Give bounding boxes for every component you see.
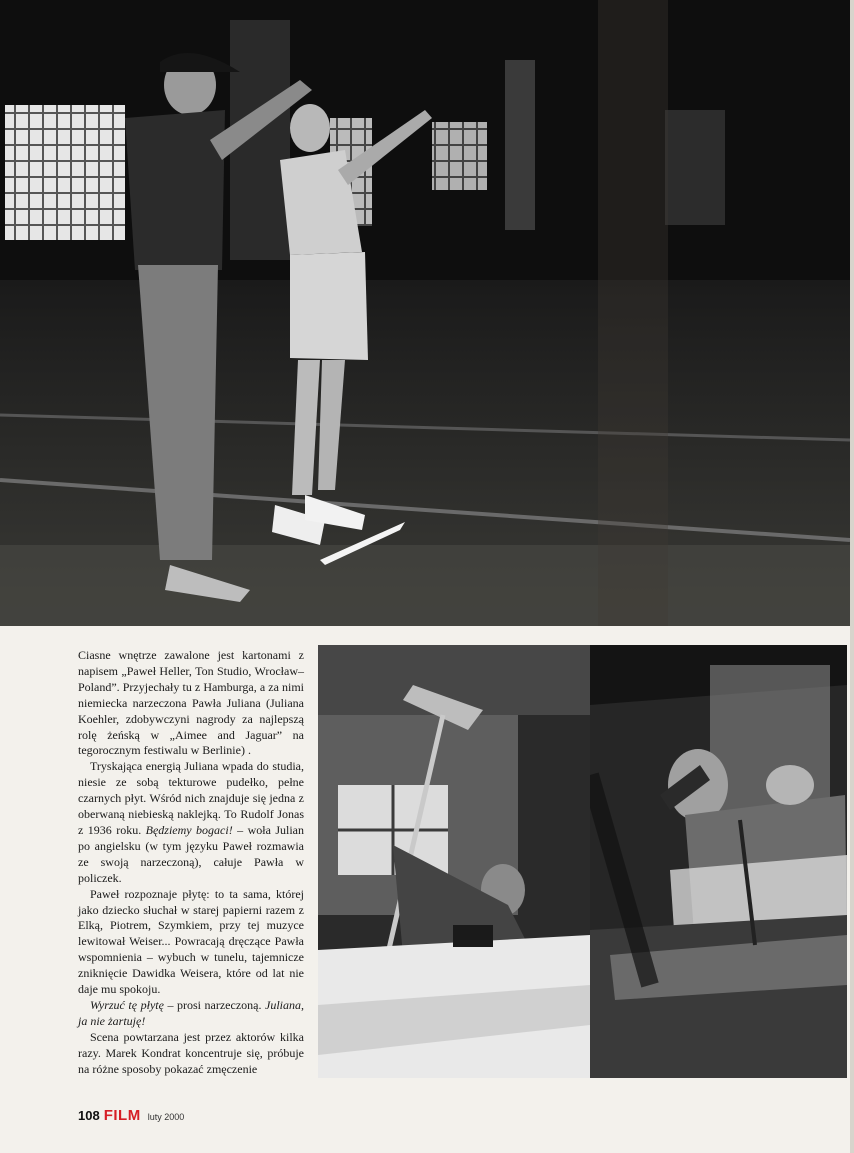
- article-paragraph-1: Ciasne wnętrze zawalone jest kartonami z napisem „Paweł Heller, Ton Studio, Wrocław–Poland”. Przyjechały tu z Hamburga, a za nimi niemiecka narzeczona Pawła Juliana (Juliana Koehler, zdobywczyni nagrody za najlepszą rolę żeńską w „Aimee and Jaguar” na tegorocznym festiwalu w Berlinie) .: [78, 648, 304, 758]
- issue-date: luty 2000: [147, 1112, 185, 1122]
- article-paragraph-5: Scena powtarzana jest przez aktorów kilka razy. Marek Kondrat koncentruje się, próbuje na różne sposoby pokazać zmęczenie: [78, 1029, 304, 1076]
- article-paragraph-2-quote: Będziemy bogaci!: [145, 822, 233, 837]
- article-paragraph-2-text-b: – woła Julian po angielsku (w tym języku Paweł rozmawia ze swoją narzeczoną), całuje Pawła w policzek.: [78, 822, 304, 885]
- article-text: [78, 648, 304, 1077]
- article-paragraph-2-text-a: Tryskająca energią Juliana wpada do studia, niesie ze sobą tekturowe pudełko, pełne czarnych płyt. Wśród nich znajduje się jedna z oberwaną niebieską naklejką. To Rudolf Jonas z 1936 roku.: [78, 759, 304, 837]
- article-paragraph-4-quote-2: Juliana, ja nie żartuję!: [78, 997, 305, 1028]
- photo-man-at-lit-table: [318, 645, 590, 1078]
- photo-bottom-right-graphic: [590, 645, 847, 1078]
- page-number: 108: [78, 1108, 100, 1123]
- photo-bottom-left-graphic: [318, 645, 590, 1078]
- article-paragraph-4-quote-1: Wyrzuć tę płytę: [90, 997, 164, 1012]
- photo-man-over-glass-tank: [590, 645, 847, 1078]
- article-paragraph-4-text: – prosi narzeczoną.: [163, 997, 266, 1012]
- article-paragraph-3: Paweł rozpoznaje płytę: to ta sama, której jako dziecko słuchał w starej papierni razem z Elką, Piotrem, Szymkiem, przy tej muzyce lewitował Weiser... Powracają dręczące Pawła wspomnienia – wybuch w tunelu, tajemnicze zniknięcie Dawidka Weisera, które od lat nie daje mu spokoju.: [78, 886, 304, 997]
- magazine-name: FILM: [103, 1107, 141, 1124]
- page-edge: [850, 0, 854, 1153]
- page-footer: [78, 1107, 184, 1124]
- article-paragraph-4: [78, 998, 304, 1030]
- article-paragraph-2: [78, 759, 304, 886]
